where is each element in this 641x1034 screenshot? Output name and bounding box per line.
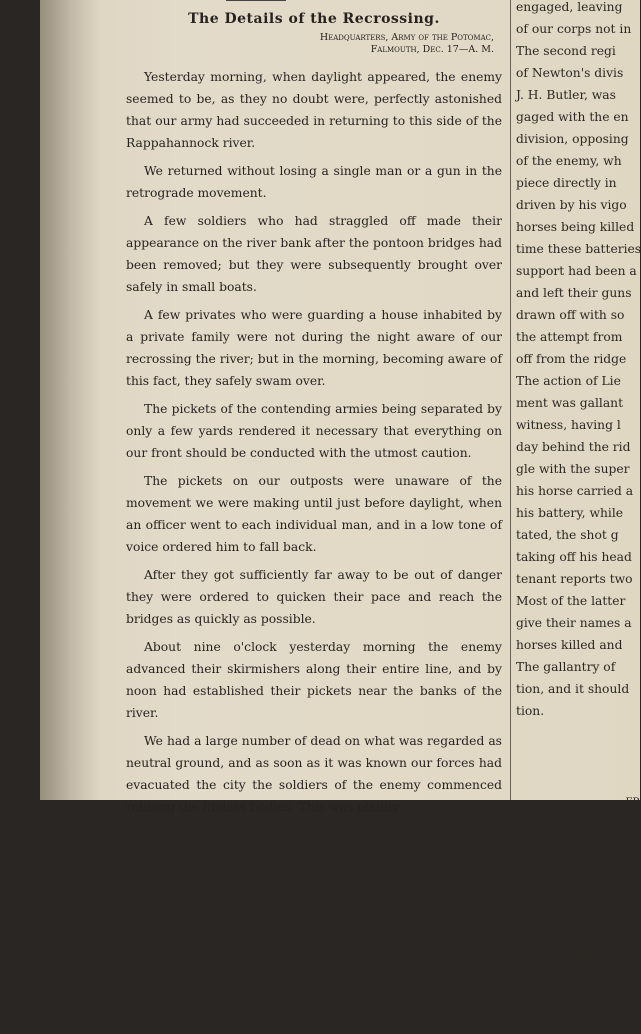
headline-rule: [226, 0, 286, 1]
column-line: The Dangerous Po: [516, 818, 631, 832]
article-column: [126, 6, 502, 818]
column-line: Between one: [516, 928, 597, 942]
article-paragraph: Yesterday morning, when daylight appeared, the enemy seemed to be, as they no doubt were, perfectly astonished that our army had succeeded in returning to this side of the Rappahannock river.: [126, 70, 502, 150]
column-line: of Newton's divis: [516, 66, 624, 80]
column-line: gle with the super: [516, 462, 630, 476]
column-line: driven by his vigo: [516, 198, 627, 212]
column-line: drawn off with so: [516, 308, 625, 322]
column-line: day behind the rid: [516, 440, 631, 454]
column-line: Most of the latter: [516, 594, 626, 608]
column-line: his horse carried a: [516, 484, 634, 498]
column-line: tion.: [516, 704, 545, 718]
column-line: The gallantry of: [516, 660, 616, 674]
column-line: tion, and it should: [516, 682, 630, 696]
column-line: the Troops—Lo: [516, 862, 611, 876]
column-line: time these batteries: [516, 242, 641, 256]
column-line: The second regi: [516, 44, 616, 58]
column-line: Griffin's division: [516, 950, 619, 964]
column-line: sels—the Rem: [516, 884, 605, 898]
column-line: remains. It will: [516, 994, 611, 1008]
column-line: off from the ridge: [516, 352, 627, 366]
column-line: J. H. Butler, was: [516, 88, 616, 102]
dateline: [126, 32, 494, 56]
column-line: taking off his head: [516, 550, 632, 564]
column-line: his battery, while: [516, 506, 624, 520]
article-paragraph: We had a large number of dead on what was regarded as neutral ground, and as soon as it was known our forces had evacuated the city the soldiers of the enemy commenced robbing the lifeless bodies. This was plainly: [126, 734, 502, 814]
headline-text: The Details of the Recrossing.: [188, 11, 440, 27]
article-paragraph: A few privates who were guarding a house inhabited by a private family were not during the night aware of our recrossing the river; but in the morning, becoming aware of this fact, they safely swam over.: [126, 308, 502, 388]
column-line: support had been a: [516, 264, 637, 278]
column-line: ment was gallant: [516, 396, 624, 410]
adjacent-column: [516, 0, 641, 1030]
column-line: the attempt from: [516, 330, 623, 344]
page-fold-shadow: [40, 0, 100, 800]
article-paragraph: The pickets of the contending armies being separated by only a few yards rendered it necessary that everything on our front should be conducted with the utmost caution.: [126, 402, 502, 460]
column-line: tated, the shot g: [516, 528, 619, 542]
column-line: occupied yesterd: [516, 972, 623, 986]
article-headline: [126, 8, 502, 30]
column-line: division, opposing: [516, 132, 629, 146]
column-line: engaged, leaving: [516, 0, 623, 14]
article-paragraph: A few soldiers who had straggled off made their appearance on the river bank after the pontoon bridges had been removed; but they were subsequently brought over safely in small boats.: [126, 214, 502, 294]
column-line: and left their guns: [516, 286, 632, 300]
article-paragraph: The pickets on our outposts were unaware of the movement we were making until just before daylight, when an officer went to each individual man, and in a low tone of voice ordered him to fall back.: [126, 474, 502, 554]
adjacent-column-middle-text: [516, 40, 640, 722]
adjacent-column-bottom-text: [516, 792, 640, 1034]
column-line: The action of Lie: [516, 374, 621, 388]
article-paragraph: About nine o'clock yesterday morning the enemy advanced their skirmishers along their entire line, and by noon had established their pickets near the banks of the river.: [126, 640, 502, 720]
column-line: give their names a: [516, 616, 632, 630]
column-line: of our corps not in: [516, 22, 632, 36]
column-line: daylight by: [516, 1016, 586, 1030]
column-rule: [510, 0, 511, 800]
column-line: tenant reports two: [516, 572, 633, 586]
column-line: piece directly in: [516, 176, 617, 190]
article-paragraph: After they got sufficiently far away to be out of danger they were ordered to quicken their pace and reach the bridges as quickly as possible.: [126, 568, 502, 626]
section-body: [516, 924, 640, 1034]
adjacent-column-top-text: [516, 0, 640, 40]
column-line: horses being killed: [516, 220, 635, 234]
column-line: of Position—Op: [516, 840, 612, 854]
column-line: of the enemy, wh: [516, 154, 622, 168]
column-line: witness, having l: [516, 418, 621, 432]
column-line: horses killed and: [516, 638, 623, 652]
article-paragraph: We returned without losing a single man or a gun in the retrograde movement.: [126, 164, 502, 200]
dateline-line-2: Falmouth, Dec. 17—A. M.: [370, 44, 494, 55]
newspaper-page: [40, 0, 641, 1030]
column-line: gaged with the en: [516, 110, 629, 124]
section-subheading: [516, 814, 640, 924]
column-line: Fredericksburg: [516, 906, 613, 920]
section-heading: FR: [625, 797, 640, 808]
dateline-line-1: Headquarters, Army of the Potomac,: [319, 32, 494, 43]
